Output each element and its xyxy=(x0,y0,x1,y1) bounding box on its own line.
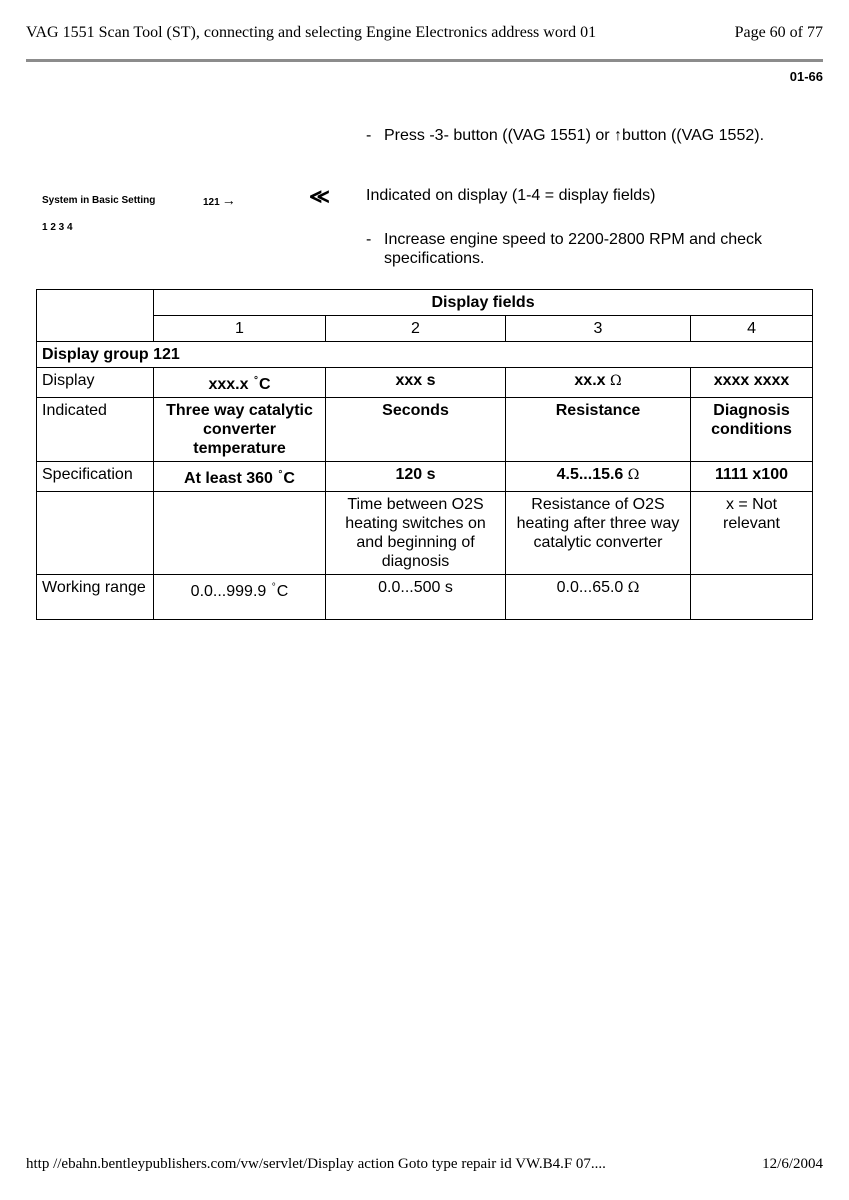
table-cell xyxy=(506,462,691,492)
field-number: 2 xyxy=(326,316,506,342)
step-dash: - xyxy=(366,127,372,144)
degree-symbol: ° xyxy=(278,469,283,480)
table-cell: Resistance of O2S heating after three way catalytic converter xyxy=(506,492,691,575)
cell-unit: C xyxy=(276,583,289,600)
indicated-text: Indicated on display (1-4 = display fields) xyxy=(366,187,656,204)
table-cell: x = Not relevant xyxy=(691,492,813,575)
step-increase-speed xyxy=(366,230,784,268)
right-arrow-icon: → xyxy=(221,192,236,208)
table-cell xyxy=(506,368,691,398)
table-cell: 120 s xyxy=(326,462,506,492)
display-group-number xyxy=(203,192,236,208)
step-text-part1: Press -3- button ((VAG 1551) or xyxy=(384,127,615,144)
table-cell: 0.0...500 s xyxy=(326,575,506,620)
table-row xyxy=(37,462,813,492)
ohm-symbol: Ω xyxy=(627,467,640,483)
field-number: 3 xyxy=(506,316,691,342)
field-number: 1 xyxy=(154,316,326,342)
step-text xyxy=(384,126,784,145)
cell-value: At least 360 xyxy=(184,470,273,487)
table-row xyxy=(37,492,813,575)
print-date: 12/6/2004 xyxy=(762,1156,823,1172)
section-page-code: 01-66 xyxy=(789,69,823,84)
specification-table xyxy=(36,289,813,620)
display-fields-header: Display fields xyxy=(154,290,813,316)
ohm-symbol: Ω xyxy=(609,373,622,389)
table-corner-cell xyxy=(37,290,154,342)
table-cell xyxy=(154,368,326,398)
cell-value: xxx.x xyxy=(208,376,249,393)
group-row xyxy=(37,342,813,368)
table-cell xyxy=(506,575,691,620)
table-row xyxy=(37,575,813,620)
table-cell xyxy=(691,575,813,620)
field-number: 4 xyxy=(691,316,813,342)
row-label: Indicated xyxy=(37,398,154,462)
cell-value: 0.0...65.0 xyxy=(556,579,624,596)
field-number-row xyxy=(37,316,813,342)
cell-unit: C xyxy=(283,470,295,487)
table-cell xyxy=(154,462,326,492)
degree-symbol: ° xyxy=(253,375,258,386)
row-label: Specification xyxy=(37,462,154,492)
table-cell: 1111 x100 xyxy=(691,462,813,492)
document-title: VAG 1551 Scan Tool (ST), connecting and selecting Engine Electronics address word 01 xyxy=(26,24,597,41)
cell-value: 0.0...999.9 xyxy=(190,583,267,600)
step-dash: - xyxy=(366,231,372,248)
table-row xyxy=(37,368,813,398)
cell-value: xx.x xyxy=(574,372,606,389)
left-pointer-icon: ≪ xyxy=(309,186,330,208)
table-cell: xxxx xxxx xyxy=(691,368,813,398)
row-label: Display xyxy=(37,368,154,398)
display-group-label: Display group 121 xyxy=(37,342,813,368)
step-text: Increase engine speed to 2200-2800 RPM and check specifications. xyxy=(384,231,763,267)
display-mode-label: System in Basic Setting xyxy=(42,195,156,206)
display-group-number-text: 121 xyxy=(203,197,220,208)
ohm-symbol: Ω xyxy=(627,580,640,596)
step-text-part2: button ((VAG 1552). xyxy=(622,127,765,144)
table-cell: Three way catalytic converter temperature xyxy=(154,398,326,462)
cell-value: 4.5...15.6 xyxy=(556,466,624,483)
table-row xyxy=(37,398,813,462)
table-cell: xxx s xyxy=(326,368,506,398)
cell-unit: C xyxy=(258,376,271,393)
degree-symbol: ° xyxy=(271,582,276,593)
page-number: Page 60 of 77 xyxy=(734,24,823,41)
header-divider xyxy=(26,59,823,62)
table-cell: Diagnosis conditions xyxy=(691,398,813,462)
table-cell: Seconds xyxy=(326,398,506,462)
display-field-numbers: 1 2 3 4 xyxy=(42,222,73,233)
table-cell xyxy=(154,575,326,620)
table-cell xyxy=(154,492,326,575)
source-url: http //ebahn.bentleypublishers.com/vw/servlet/Display action Goto type repair id VW.B4.F 07.... xyxy=(26,1156,606,1172)
table-header-row xyxy=(37,290,813,316)
table-cell: Resistance xyxy=(506,398,691,462)
table-cell: Time between O2S heating switches on and beginning of diagnosis xyxy=(326,492,506,575)
row-label: Working range xyxy=(37,575,154,620)
step-press-button xyxy=(366,126,784,145)
up-arrow-icon: ↑ xyxy=(614,127,623,144)
row-label xyxy=(37,492,154,575)
